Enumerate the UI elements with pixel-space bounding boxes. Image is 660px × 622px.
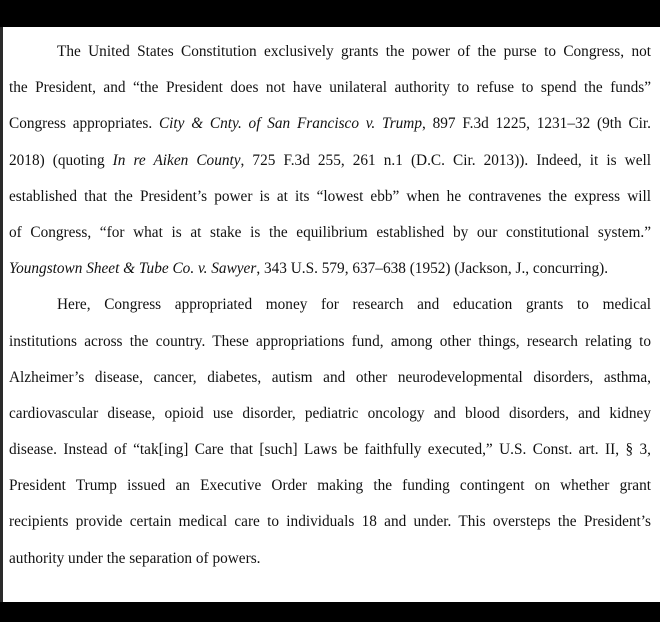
paragraph-line (9, 34, 651, 70)
line-text: institutions across the country. These appropriations fund, among other things, research relating to (9, 332, 651, 350)
line-text: President Trump issued an Executive Order making the funding contingent on whether grant (9, 477, 651, 495)
paragraph-line (9, 251, 651, 287)
document-page (0, 27, 660, 602)
paragraph-line (9, 468, 651, 504)
paragraph-line (9, 541, 651, 577)
line-text: cardiovascular disease, opioid use disorder, pediatric oncology and blood disorders, and kidney (9, 404, 651, 422)
line-text: established that the President’s power is at its “lowest ebb” when he contravenes the express will (9, 187, 651, 205)
paragraph-line (9, 396, 651, 432)
paragraph-line (9, 143, 651, 179)
page-left-edge (0, 27, 3, 602)
paragraph-line (9, 324, 651, 360)
paragraph-line (9, 504, 651, 540)
case-citation-italic: Youngstown Sheet & Tube Co. v. Sawyer (9, 260, 257, 278)
line-text: , 725 F.3d 255, 261 n.1 (D.C. Cir. 2013)). Indeed, it is well (240, 151, 651, 169)
line-text: authority under the separation of powers. (9, 549, 261, 567)
bottom-black-bar (0, 602, 660, 622)
line-text: of Congress, “for what is at stake is the equilibrium established by our constitutional system.” (9, 223, 651, 241)
case-citation-italic: In re Aiken County (112, 151, 241, 169)
document-body (9, 34, 651, 577)
line-text: , 343 U.S. 579, 637–638 (1952) (Jackson, J., concurring). (256, 260, 609, 278)
top-black-bar (0, 0, 660, 27)
paragraph-line (9, 70, 651, 106)
line-text: Here, Congress appropriated money for research and education grants to medical (57, 296, 651, 314)
line-text: The United States Constitution exclusively grants the power of the purse to Congress, not (57, 43, 651, 60)
case-citation-italic: City & Cnty. of San Francisco v. Trump (158, 115, 422, 133)
line-text: the President, and “the President does not have unilateral authority to refuse to spend the funds” (9, 79, 651, 97)
line-text: Alzheimer’s disease, cancer, diabetes, autism and other neurodevelopmental disorders, asthma, (9, 368, 651, 386)
line-text: Congress appropriates. (9, 115, 159, 133)
paragraph-line (9, 360, 651, 396)
paragraph-line (9, 215, 651, 251)
line-text: disease. Instead of “tak[ing] Care that [such] Laws be faithfully executed,” U.S. Const. art. II, § 3, (9, 441, 651, 459)
paragraph-line (9, 287, 651, 323)
paragraph-line (9, 179, 651, 215)
line-text: 2018) (quoting (9, 151, 113, 169)
paragraph-line (9, 432, 651, 468)
paragraph-line (9, 106, 651, 142)
line-text: , 897 F.3d 1225, 1231–32 (9th Cir. (422, 115, 651, 133)
line-text: recipients provide certain medical care to individuals 18 and under. This oversteps the President’s (9, 513, 651, 531)
